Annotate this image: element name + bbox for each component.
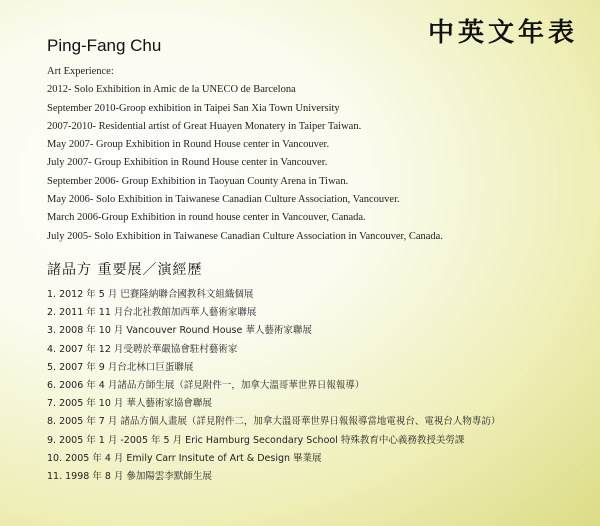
chinese-list-item: 2. 2011 年 11 月台北社教館加西華人藝術家聯展 — [47, 307, 257, 319]
experience-item: September 2006- Group Exhibition in Taoyuan County Arena in Tiwan. — [47, 175, 349, 187]
chinese-section-title: 諸品方 重要展／演經歷 — [47, 262, 203, 278]
experience-item: September 2010-Groop exhibition in Taipei San Xia Town University — [47, 102, 340, 114]
experience-heading: Art Experience: — [47, 66, 114, 77]
chinese-list-item: 11. 1998 年 8 月 參加陽雲李默師生展 — [47, 471, 212, 483]
artist-name: Ping-Fang Chu — [47, 36, 162, 55]
chinese-list-item: 10. 2005 年 4 月 Emily Carr Insitute of Art & Design 畢業展 — [47, 452, 322, 464]
chinese-list-item: 1. 2012 年 5 月 巴賽隆納聯合國教科文組織個展 — [47, 289, 254, 300]
chinese-exhibition-list — [47, 286, 592, 486]
art-experience-list — [47, 63, 587, 246]
experience-item: July 2005- Solo Exhibition in Taiwanese Canadian Culture Association in Vancouver, Canada. — [47, 230, 443, 242]
experience-item: 2012- Solo Exhibition in Amic de la UNECO de Barcelona — [47, 84, 296, 96]
chinese-list-item: 9. 2005 年 1 月 -2005 年 5 月 Eric Hamburg Secondary School 特殊教育中心義務教授美勞課 — [47, 434, 465, 446]
chinese-list-item: 7. 2005 年 10 月 華人藝術家協會聯展 — [47, 398, 212, 410]
chinese-list-item: 4. 2007 年 12 月受聘於華嚴協會駐村藝術家 — [47, 343, 238, 355]
chinese-list-item: 5. 2007 年 9 月台北林口巨蛋聯展 — [47, 361, 194, 373]
experience-item: March 2006-Group Exhibition in round house center in Vancouver, Canada. — [47, 212, 366, 224]
chinese-list-item: 8. 2005 年 7 月 諸品方個人畫展（詳見附件二，加拿大溫哥華世界日報報導當地電視台、電視台人物專訪） — [47, 416, 501, 428]
chinese-list-item: 6. 2006 年 4 月諸品方師生展（詳見附件一，加拿大溫哥華世界日報報導） — [47, 380, 365, 392]
experience-item: May 2006- Solo Exhibition in Taiwanese Canadian Culture Association, Vancouver. — [47, 194, 400, 206]
experience-item: July 2007- Group Exhibition in Round House center in Vancouver. — [47, 157, 328, 169]
chinese-list-item: 3. 2008 年 10 月 Vancouver Round House 華人藝術家聯展 — [47, 325, 312, 337]
chronology-title: 中英文年表 — [427, 18, 578, 48]
experience-item: 2007-2010- Residential artist of Great Huayen Monatery in Taiper Taiwan. — [47, 120, 362, 132]
experience-item: May 2007- Group Exhibition in Round House center in Vancouver. — [47, 139, 330, 151]
